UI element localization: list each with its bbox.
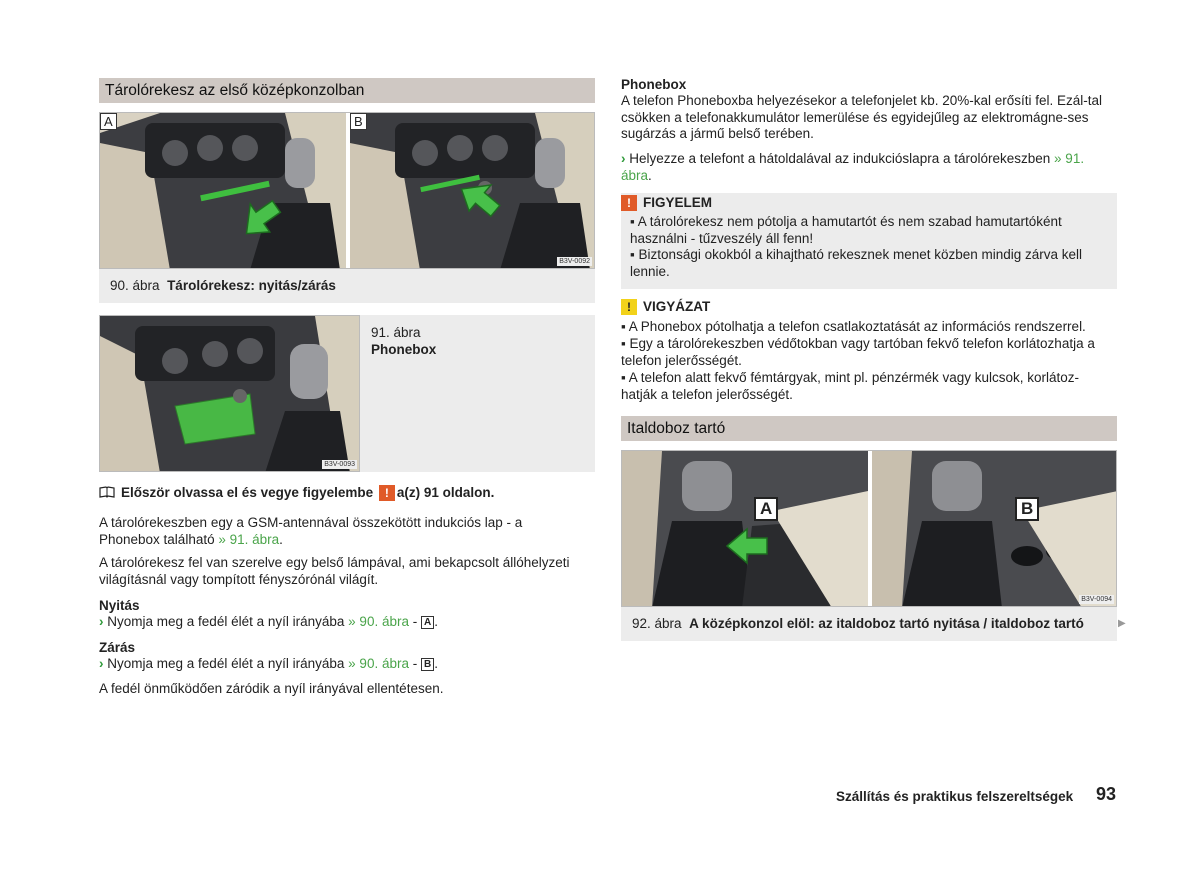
figure-91-caption-box: [360, 315, 595, 472]
caution-title: VIGYÁZAT: [643, 299, 711, 314]
figure-92-label-b: B: [1015, 497, 1039, 521]
phonebox-heading: Phonebox: [621, 77, 687, 92]
book-icon: [99, 486, 115, 498]
figure-92-num: 92. ábra: [632, 616, 682, 631]
footer-page-number: 93: [1096, 784, 1117, 804]
figure-92-caption: [632, 616, 1084, 633]
open-heading: Nyitás: [99, 598, 140, 613]
first-read-text-a: Először olvassa el és vegye figyelembe: [121, 485, 374, 500]
link-fig-91[interactable]: » 91. ábra: [218, 531, 280, 547]
figure-90-label-b: B: [350, 113, 367, 130]
warning-icon: !: [379, 485, 395, 501]
close-heading: Zárás: [99, 640, 136, 655]
figure-90-caption-box: [99, 269, 595, 303]
warning-item-text: A tárolórekesz nem pótolja a hamutartót és nem szabad hamutartóként használni - tűzveszély áll fenn!: [630, 214, 1062, 246]
footer-chapter: Szállítás és praktikus felszereltségek: [836, 789, 1074, 804]
phonebox-text: A telefon Phoneboxba helyezésekor a telefonjelet kb. 20%-kal erősíti fel. Ezál-tal csökken a telefonakkumulátor lemerülése és egyidejűleg az elektromágne-ses sugárzás a jármű belső terében.: [621, 93, 1103, 141]
figure-92-title: A középkonzol elöl: az italdoboz tartó nyitása / italdoboz tartó: [689, 616, 1084, 631]
continue-arrow-icon: ▶: [1118, 618, 1126, 629]
figure-91-title: Phonebox: [371, 341, 437, 357]
link-fig-90-open[interactable]: » 90. ábra: [348, 614, 409, 629]
figure-91-code: B3V-0093: [324, 461, 355, 468]
key-a-badge: A: [421, 616, 434, 629]
place-end: .: [648, 167, 652, 183]
link-fig-91-right[interactable]: » 91. ábra: [621, 151, 1085, 183]
caution-header: [621, 299, 710, 316]
figure-90-image: [99, 112, 595, 269]
console-photo-91: [100, 316, 360, 472]
caution-item-text: Egy a tárolórekeszben védőtokban vagy tartóban fekvő telefon korlátozhatja a telefon jelerősségét.: [621, 336, 1095, 368]
figure-92-code: B3V-0094: [1081, 596, 1112, 603]
open-instruction: › Nyomja meg a fedél élét a nyíl irányába » 90. ábra - A .: [99, 614, 438, 629]
place-text: Helyezze a telefont a hátoldalával az indukcióslapra a tárolórekeszben: [629, 151, 1051, 166]
warning-item-text: Biztonsági okokból a kihajtható rekesznek menet közben mindig zárva kell lennie.: [630, 247, 1083, 279]
para1-end: .: [279, 531, 283, 547]
key-b-badge: B: [421, 658, 434, 671]
open-text: Nyomja meg a fedél élét a nyíl irányába: [107, 614, 345, 629]
figure-91-image: [99, 315, 360, 472]
figure-92-label-a: A: [754, 497, 778, 521]
console-photo-90: [100, 113, 595, 269]
caution-item: ▪ Egy a tárolórekeszben védőtokban vagy tartóban fekvő telefon korlátozhatja a telefon jelerősségét.: [621, 336, 1095, 368]
warning-item: ▪ A tárolórekesz nem pótolja a hamutartót és nem szabad hamutartóként használni - tűzveszély áll fenn!: [630, 214, 1062, 246]
caution-icon: !: [621, 299, 637, 315]
figure-91-num: 91. ábra: [371, 325, 421, 340]
first-read-text-b: a(z) 91 oldalon.: [396, 485, 495, 500]
caution-item: ▪ A telefon alatt fekvő fémtárgyak, mint pl. pénzérmék vagy kulcsok, korlátoz-hatják a telefon jelerősségét.: [621, 370, 1079, 402]
figure-92-image: [621, 450, 1117, 607]
figure-90-num: 90. ábra: [110, 278, 160, 293]
caution-item: ▪ A Phonebox pótolhatja a telefon csatlakoztatását az információs rendszerrel.: [621, 319, 1086, 334]
arrow-icon: ›: [99, 614, 104, 629]
para1-text: A tárolórekeszben egy a GSM-antennával összekötött indukciós lap - a Phonebox található: [99, 515, 523, 547]
figure-90-code: B3V-0092: [559, 258, 590, 265]
auto-close-text: A fedél önműködően záródik a nyíl irányával ellentétesen.: [99, 681, 444, 696]
close-text: Nyomja meg a fedél élét a nyíl irányába: [107, 656, 345, 671]
section-title-cupholder: Italdoboz tartó: [621, 416, 1117, 441]
caution-item-text: A telefon alatt fekvő fémtárgyak, mint pl. pénzérmék vagy kulcsok, korlátoz-hatják a telefon jelerősségét.: [621, 370, 1079, 402]
figure-90-title: Tárolórekesz: nyitás/zárás: [167, 278, 336, 293]
warning-icon: !: [621, 195, 637, 211]
warning-box: [621, 193, 1117, 289]
close-instruction: › Nyomja meg a fedél élét a nyíl irányába » 90. ábra - B .: [99, 656, 438, 671]
link-fig-90-close[interactable]: » 90. ábra: [348, 656, 409, 671]
place-phone-instruction: [621, 151, 1117, 184]
cupholder-photo-92: [622, 451, 1117, 607]
section-title-storage: Tárolórekesz az első középkonzolban: [99, 78, 595, 103]
paragraph-lamp: A tárolórekesz fel van szerelve egy belső lámpával, ami bekapcsolt állóhelyzeti világításnál vagy tompított fényszórónál világít.: [99, 555, 570, 587]
figure-92-caption-box: [621, 607, 1117, 641]
arrow-icon: ›: [621, 151, 626, 166]
warning-header: [621, 195, 712, 213]
figure-91-caption: [371, 325, 436, 358]
paragraph-phonebox-intro: [99, 515, 569, 548]
arrow-icon: ›: [99, 656, 104, 671]
first-read-note: [99, 485, 599, 502]
caution-item-text: A Phonebox pótolhatja a telefon csatlakoztatását az információs rendszerrel.: [628, 319, 1086, 334]
figure-90-caption: [110, 278, 336, 295]
figure-90-label-a: A: [100, 113, 117, 130]
warning-item: ▪ Biztonsági okokból a kihajtható rekesznek menet közben mindig zárva kell lennie.: [630, 247, 1083, 279]
warning-title: FIGYELEM: [643, 195, 713, 210]
